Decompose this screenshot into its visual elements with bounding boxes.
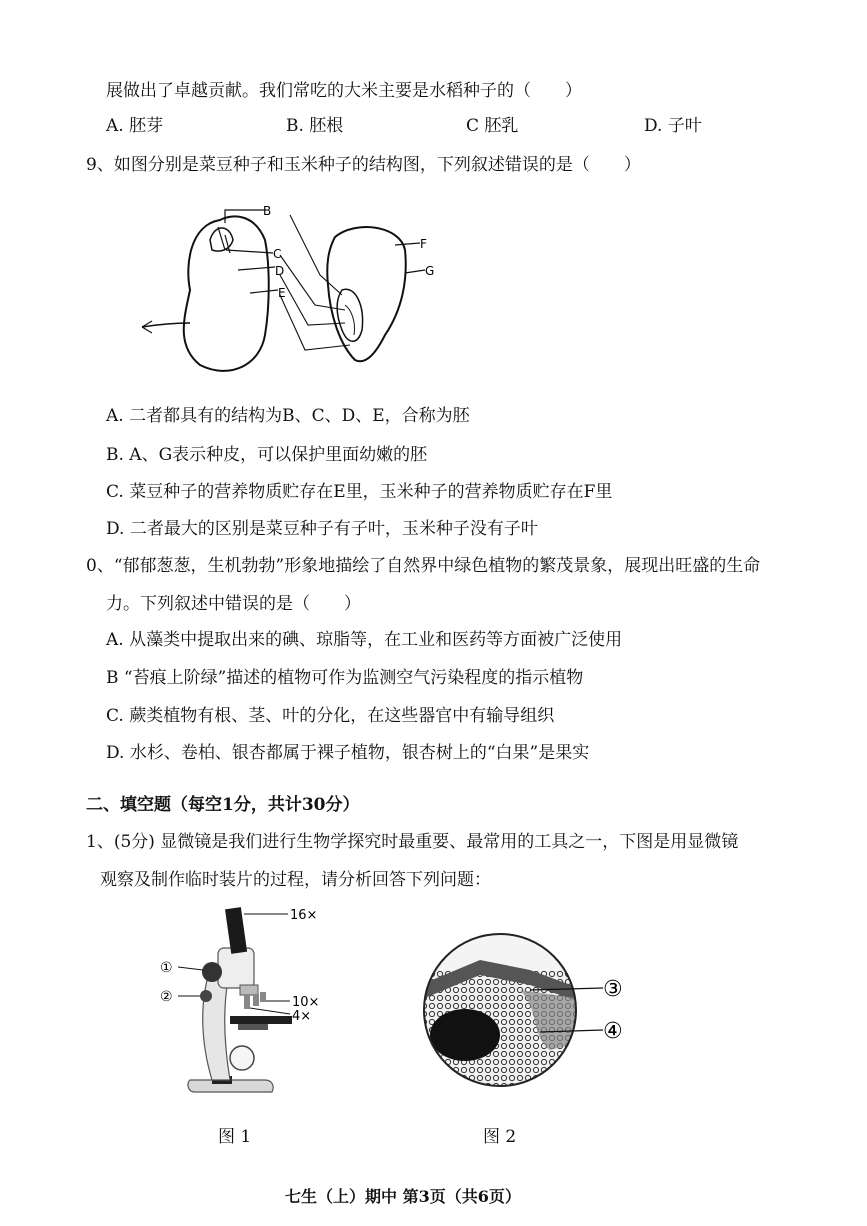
label-c: C: [273, 247, 282, 261]
label-4x: 4×: [292, 1009, 312, 1024]
q8-option-c: C 胚乳: [466, 116, 519, 136]
seed-structure-figure: [130, 195, 470, 380]
label-g: G: [425, 264, 435, 278]
label-e: E: [278, 286, 286, 300]
label-f: F: [420, 237, 427, 251]
fill1-line1: 1、(5分) 显微镜是我们进行生物学探究时最重要、最常用的工具之一，下图是用显微镜: [86, 832, 739, 852]
q8-option-a: A. 胚芽: [106, 116, 164, 136]
label-b: B: [263, 204, 272, 218]
q8-stem: 展做出了卓越贡献。我们常吃的大米主要是水稻种子的（ ）: [106, 81, 582, 101]
micrograph-figure: [420, 930, 640, 1100]
figure1-caption: 图 1: [218, 1127, 252, 1147]
label-3: ③: [603, 977, 623, 1002]
q10-option-d: D. 水杉、卷柏、银杏都属于裸子植物，银杏树上的“白果”是果实: [106, 743, 590, 763]
label-16x: 16×: [290, 908, 318, 923]
section-title: 二、填空题（每空1分，共计30分）: [86, 795, 360, 815]
microscope-figure: [150, 900, 340, 1100]
q10-option-b: B “苔痕上阶绿”描述的植物可作为监测空气污染程度的指示植物: [106, 668, 584, 688]
label-2: ②: [160, 989, 173, 1005]
label-1: ①: [160, 960, 173, 976]
q9-option-b: B. A、G表示种皮，可以保护里面幼嫩的胚: [106, 445, 428, 465]
q10-option-a: A. 从藻类中提取出来的碘、琼脂等，在工业和医药等方面被广泛使用: [106, 630, 623, 650]
figure2-caption: 图 2: [483, 1127, 517, 1147]
label-4: ④: [603, 1019, 623, 1044]
q10-stem-line2: 力。下列叙述中错误的是（ ）: [106, 594, 361, 614]
label-d: D: [275, 264, 285, 278]
label-10x: 10×: [292, 995, 320, 1010]
q8-option-d: D. 子叶: [644, 116, 702, 136]
q9-option-d: D. 二者最大的区别是菜豆种子有子叶，玉米种子没有子叶: [106, 519, 538, 539]
q10-option-c: C. 蕨类植物有根、茎、叶的分化，在这些器官中有输导组织: [106, 706, 555, 726]
q9-option-a: A. 二者都具有的结构为B、C、D、E，合称为胚: [106, 406, 470, 426]
q8-option-b: B. 胚根: [286, 116, 344, 136]
page-footer: 七生（上）期中 第3页（共6页）: [285, 1187, 521, 1206]
q10-stem-line1: 0、“郁郁葱葱，生机勃勃”形象地描绘了自然界中绿色植物的繁茂景象，展现出旺盛的生命: [86, 556, 761, 576]
q9-stem: 9、如图分别是菜豆种子和玉米种子的结构图，下列叙述错误的是（ ）: [86, 155, 641, 175]
q9-option-c: C. 菜豆种子的营养物质贮存在E里，玉米种子的营养物质贮存在F里: [106, 482, 613, 502]
fill1-line2: 观察及制作临时装片的过程，请分析回答下列问题：: [100, 870, 491, 890]
